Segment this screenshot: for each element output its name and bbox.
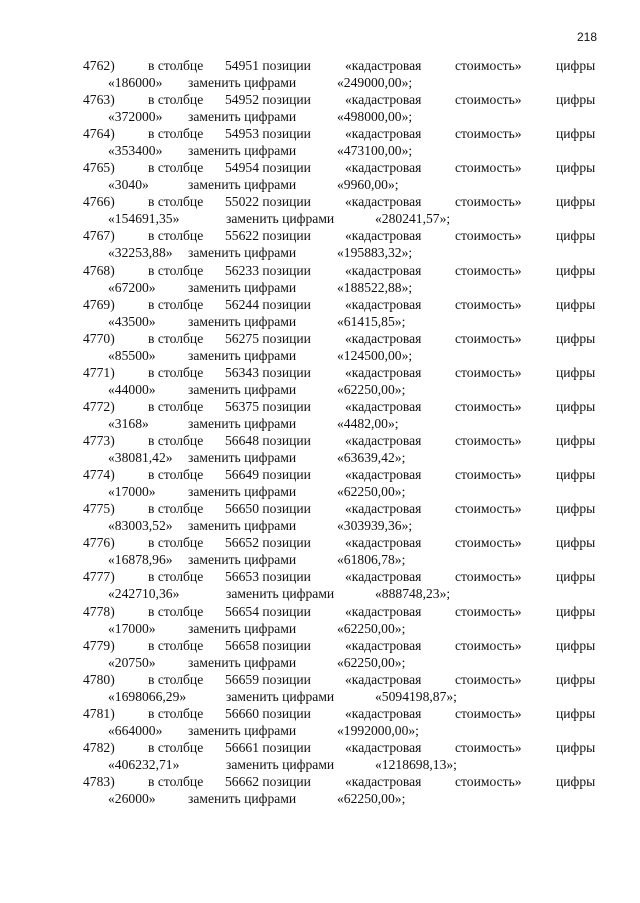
entry-number: 4768) [83,262,115,278]
amendment-entry [0,263,640,297]
value-word: стоимость» [455,126,522,142]
new-value: «63639,42»; [337,450,406,466]
old-value: «85500» [108,347,156,363]
old-value: «26000» [108,790,156,806]
column-phrase: в столбце [148,58,204,73]
column-phrase: в столбце [148,569,204,585]
column-phrase: в столбце [148,773,204,789]
value-word: стоимость» [455,569,522,585]
new-value: «61415,85»; [337,313,406,329]
entry-first-line [0,58,640,75]
replace-phrase: заменить цифрами [188,381,297,397]
old-value: «406232,71» [108,756,180,772]
value-word: стоимость» [455,92,522,108]
position-phrase: 56654 позиции [225,603,311,619]
value-word: стоимость» [455,705,522,721]
position-phrase: 54954 позиции [225,160,311,176]
digits-word: цифры [556,569,596,585]
cadastral-word: «кадастровая [345,58,422,73]
entry-first-line [0,638,640,655]
amendment-entry [0,569,640,603]
replace-phrase: заменить цифрами [188,279,297,295]
digits-word: цифры [556,739,596,755]
new-value: «62250,00»; [337,790,406,806]
position-phrase: 56244 позиции [225,296,311,312]
cadastral-word: «кадастровая [345,705,422,721]
entry-number: 4778) [83,603,115,619]
amendment-entry [0,433,640,467]
cadastral-word: «кадастровая [345,92,422,108]
column-phrase: в столбце [148,739,204,755]
cadastral-word: «кадастровая [345,637,422,653]
value-word: стоимость» [455,194,522,210]
position-phrase: 56662 позиции [225,773,311,789]
entry-first-line [0,774,640,791]
entry-second-line [0,75,640,92]
cadastral-word: «кадастровая [345,569,422,585]
entry-number: 4783) [83,773,115,789]
value-word: стоимость» [455,467,522,483]
replace-phrase: заменить цифрами [188,450,297,466]
amendment-entry [0,365,640,399]
position-phrase: 54952 позиции [225,92,311,108]
entry-second-line [0,143,640,160]
cadastral-word: «кадастровая [345,773,422,789]
digits-word: цифры [556,467,596,483]
old-value: «20750» [108,654,156,670]
digits-word: цифры [556,364,596,380]
value-word: стоимость» [455,671,522,687]
digits-word: цифры [556,58,596,73]
digits-word: цифры [556,773,596,789]
column-phrase: в столбце [148,228,204,244]
position-phrase: 56653 позиции [225,569,311,585]
old-value: «44000» [108,381,156,397]
digits-word: цифры [556,160,596,176]
column-phrase: в столбце [148,501,204,517]
amendment-entry [0,92,640,126]
amendment-entry [0,467,640,501]
replace-phrase: заменить цифрами [188,245,297,261]
entry-number: 4767) [83,228,115,244]
cadastral-word: «кадастровая [345,194,422,210]
replace-phrase: заменить цифрами [188,620,297,636]
position-phrase: 56652 позиции [225,535,311,551]
old-value: «16878,96» [108,552,173,568]
new-value: «188522,88»; [337,279,413,295]
value-word: стоимость» [455,160,522,176]
new-value: «62250,00»; [337,620,406,636]
entry-first-line [0,672,640,689]
entry-second-line [0,791,640,808]
new-value: «195883,32»; [337,245,413,261]
position-phrase: 56661 позиции [225,739,311,755]
amendment-entry [0,535,640,569]
page-number: 218 [577,30,598,44]
replace-phrase: заменить цифрами [188,654,297,670]
value-word: стоимость» [455,364,522,380]
value-word: стоимость» [455,501,522,517]
value-word: стоимость» [455,296,522,312]
entry-number: 4777) [83,569,115,585]
cadastral-word: «кадастровая [345,228,422,244]
entry-second-line [0,177,640,194]
replace-phrase: заменить цифрами [188,109,297,125]
entry-number: 4772) [83,398,115,414]
old-value: «3040» [108,177,149,193]
entry-number: 4770) [83,330,115,346]
new-value: «280241,57»; [375,211,451,227]
digits-word: цифры [556,194,596,210]
entry-second-line [0,109,640,126]
digits-word: цифры [556,296,596,312]
entry-number: 4763) [83,92,115,108]
amendment-entry [0,604,640,638]
cadastral-word: «кадастровая [345,398,422,414]
new-value: «249000,00»; [337,75,413,90]
entry-first-line [0,228,640,245]
replace-phrase: заменить цифрами [188,143,297,159]
entry-number: 4765) [83,160,115,176]
entry-number: 4775) [83,501,115,517]
replace-phrase: заменить цифрами [226,756,335,772]
entry-first-line [0,297,640,314]
value-word: стоимость» [455,58,522,73]
column-phrase: в столбце [148,262,204,278]
old-value: «43500» [108,313,156,329]
entry-second-line [0,552,640,569]
old-value: «372000» [108,109,163,125]
entry-number: 4766) [83,194,115,210]
digits-word: цифры [556,637,596,653]
entry-second-line [0,723,640,740]
cadastral-word: «кадастровая [345,535,422,551]
new-value: «1218698,13»; [375,756,457,772]
entry-second-line [0,280,640,297]
entry-first-line [0,604,640,621]
old-value: «3168» [108,415,149,431]
old-value: «17000» [108,620,156,636]
old-value: «17000» [108,484,156,500]
new-value: «62250,00»; [337,484,406,500]
new-value: «61806,78»; [337,552,406,568]
column-phrase: в столбце [148,194,204,210]
replace-phrase: заменить цифрами [188,722,297,738]
new-value: «1992000,00»; [337,722,419,738]
replace-phrase: заменить цифрами [188,518,297,534]
new-value: «303939,36»; [337,518,413,534]
replace-phrase: заменить цифрами [188,177,297,193]
old-value: «32253,88» [108,245,173,261]
entry-second-line [0,518,640,535]
replace-phrase: заменить цифрами [188,415,297,431]
replace-phrase: заменить цифрами [226,586,335,602]
digits-word: цифры [556,501,596,517]
cadastral-word: «кадастровая [345,671,422,687]
amendment-entry [0,774,640,808]
position-phrase: 56275 позиции [225,330,311,346]
replace-phrase: заменить цифрами [188,75,297,90]
entry-number: 4764) [83,126,115,142]
cadastral-word: «кадастровая [345,330,422,346]
entry-first-line [0,160,640,177]
value-word: стоимость» [455,398,522,414]
column-phrase: в столбце [148,160,204,176]
amendment-entry [0,297,640,331]
position-phrase: 56649 позиции [225,467,311,483]
old-value: «38081,42» [108,450,173,466]
entry-first-line [0,331,640,348]
amendments-list [0,58,640,808]
replace-phrase: заменить цифрами [226,688,335,704]
old-value: «353400» [108,143,163,159]
cadastral-word: «кадастровая [345,126,422,142]
new-value: «473100,00»; [337,143,413,159]
value-word: стоимость» [455,637,522,653]
new-value: «888748,23»; [375,586,451,602]
digits-word: цифры [556,398,596,414]
entry-second-line [0,484,640,501]
value-word: стоимость» [455,535,522,551]
column-phrase: в столбце [148,637,204,653]
cadastral-word: «кадастровая [345,433,422,449]
entry-number: 4782) [83,739,115,755]
entry-number: 4769) [83,296,115,312]
amendment-entry [0,740,640,774]
cadastral-word: «кадастровая [345,364,422,380]
entry-first-line [0,706,640,723]
digits-word: цифры [556,705,596,721]
entry-first-line [0,569,640,586]
amendment-entry [0,638,640,672]
amendment-entry [0,58,640,92]
new-value: «124500,00»; [337,347,413,363]
entry-second-line [0,245,640,262]
entry-second-line [0,348,640,365]
entry-second-line [0,757,640,774]
amendment-entry [0,194,640,228]
entry-second-line [0,689,640,706]
column-phrase: в столбце [148,467,204,483]
old-value: «67200» [108,279,156,295]
replace-phrase: заменить цифрами [188,484,297,500]
column-phrase: в столбце [148,330,204,346]
cadastral-word: «кадастровая [345,296,422,312]
new-value: «498000,00»; [337,109,413,125]
column-phrase: в столбце [148,433,204,449]
position-phrase: 54953 позиции [225,126,311,142]
replace-phrase: заменить цифрами [226,211,335,227]
entry-second-line [0,314,640,331]
amendment-entry [0,126,640,160]
entry-first-line [0,433,640,450]
digits-word: цифры [556,671,596,687]
cadastral-word: «кадастровая [345,501,422,517]
column-phrase: в столбце [148,126,204,142]
entry-first-line [0,365,640,382]
amendment-entry [0,706,640,740]
column-phrase: в столбце [148,398,204,414]
digits-word: цифры [556,603,596,619]
column-phrase: в столбце [148,705,204,721]
entry-first-line [0,126,640,143]
replace-phrase: заменить цифрами [188,552,297,568]
position-phrase: 56658 позиции [225,637,311,653]
column-phrase: в столбце [148,92,204,108]
entry-second-line [0,416,640,433]
amendment-entry [0,399,640,433]
replace-phrase: заменить цифрами [188,313,297,329]
value-word: стоимость» [455,739,522,755]
position-phrase: 55022 позиции [225,194,311,210]
value-word: стоимость» [455,773,522,789]
digits-word: цифры [556,126,596,142]
entry-second-line [0,450,640,467]
digits-word: цифры [556,330,596,346]
old-value: «664000» [108,722,163,738]
entry-first-line [0,194,640,211]
digits-word: цифры [556,262,596,278]
position-phrase: 56375 позиции [225,398,311,414]
cadastral-word: «кадастровая [345,160,422,176]
position-phrase: 56233 позиции [225,262,311,278]
entry-number: 4762) [83,58,115,73]
value-word: стоимость» [455,262,522,278]
entry-number: 4779) [83,637,115,653]
amendment-entry [0,672,640,706]
new-value: «62250,00»; [337,381,406,397]
column-phrase: в столбце [148,296,204,312]
amendment-entry [0,501,640,535]
cadastral-word: «кадастровая [345,467,422,483]
entry-number: 4774) [83,467,115,483]
entry-number: 4780) [83,671,115,687]
replace-phrase: заменить цифрами [188,790,297,806]
entry-number: 4773) [83,433,115,449]
column-phrase: в столбце [148,603,204,619]
amendment-entry [0,331,640,365]
new-value: «62250,00»; [337,654,406,670]
cadastral-word: «кадастровая [345,739,422,755]
entry-first-line [0,399,640,416]
old-value: «154691,35» [108,211,180,227]
position-phrase: 55622 позиции [225,228,311,244]
entry-second-line [0,586,640,603]
position-phrase: 54951 позиции [225,58,311,73]
digits-word: цифры [556,92,596,108]
value-word: стоимость» [455,330,522,346]
entry-first-line [0,501,640,518]
entry-number: 4771) [83,364,115,380]
old-value: «1698066,29» [108,688,187,704]
entry-first-line [0,740,640,757]
entry-second-line [0,382,640,399]
position-phrase: 56650 позиции [225,501,311,517]
entry-first-line [0,263,640,280]
entry-number: 4781) [83,705,115,721]
cadastral-word: «кадастровая [345,603,422,619]
old-value: «186000» [108,75,163,90]
column-phrase: в столбце [148,364,204,380]
position-phrase: 56343 позиции [225,364,311,380]
new-value: «5094198,87»; [375,688,457,704]
position-phrase: 56660 позиции [225,705,311,721]
replace-phrase: заменить цифрами [188,347,297,363]
entry-number: 4776) [83,535,115,551]
value-word: стоимость» [455,433,522,449]
amendment-entry [0,160,640,194]
column-phrase: в столбце [148,671,204,687]
column-phrase: в столбце [148,535,204,551]
entry-first-line [0,535,640,552]
entry-second-line [0,621,640,638]
position-phrase: 56659 позиции [225,671,311,687]
entry-first-line [0,467,640,484]
entry-second-line [0,655,640,672]
old-value: «83003,52» [108,518,173,534]
new-value: «9960,00»; [337,177,399,193]
position-phrase: 56648 позиции [225,433,311,449]
cadastral-word: «кадастровая [345,262,422,278]
digits-word: цифры [556,433,596,449]
digits-word: цифры [556,228,596,244]
new-value: «4482,00»; [337,415,399,431]
entry-second-line [0,211,640,228]
old-value: «242710,36» [108,586,180,602]
value-word: стоимость» [455,228,522,244]
digits-word: цифры [556,535,596,551]
entry-first-line [0,92,640,109]
amendment-entry [0,228,640,262]
value-word: стоимость» [455,603,522,619]
